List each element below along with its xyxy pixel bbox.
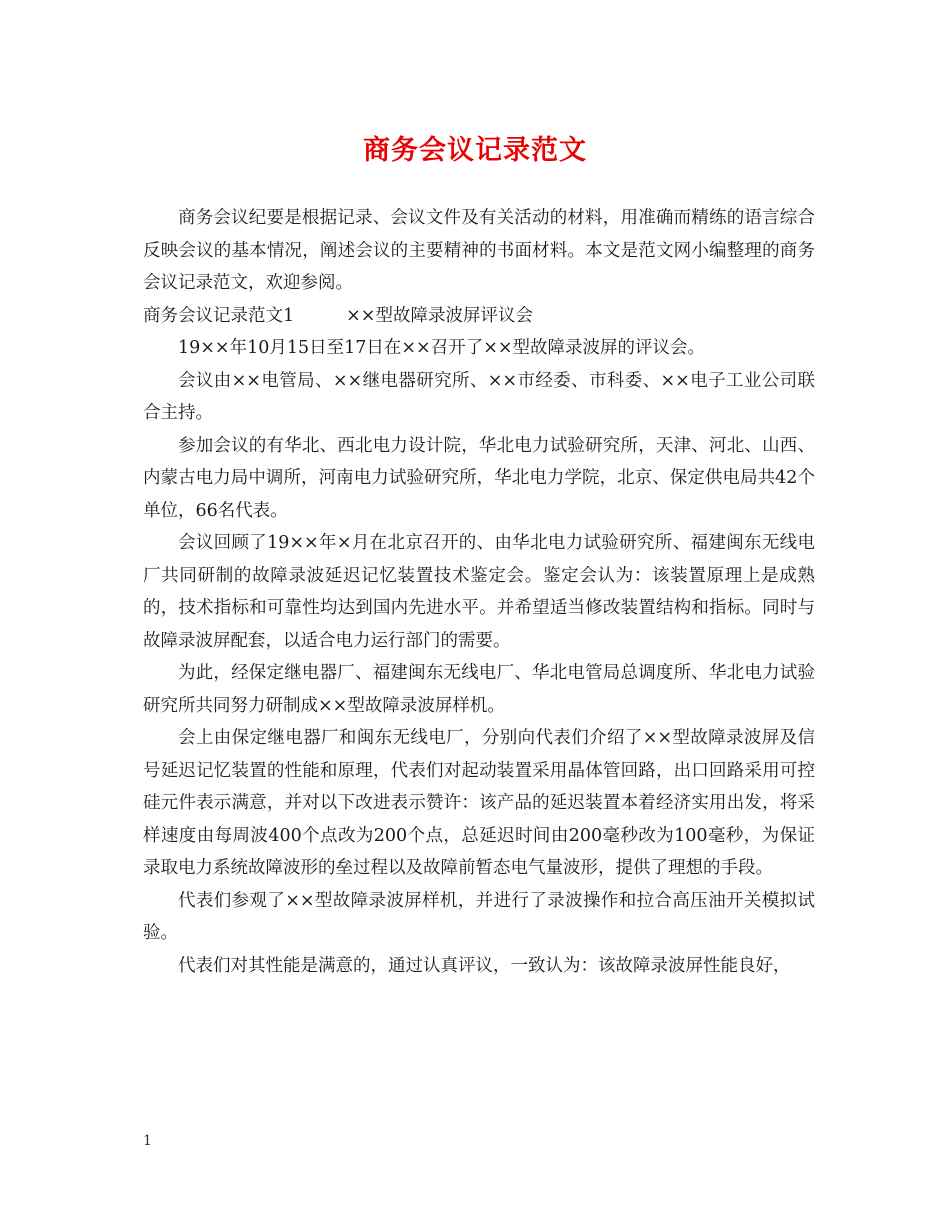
body-paragraph: 代表们对其性能是满意的，通过认真评议，一致认为：该故障录波屏性能良好， bbox=[178, 955, 791, 976]
document-body bbox=[143, 202, 815, 982]
body-paragraph: 为此，经保定继电器厂、福建闽东无线电厂、华北电管局总调度所、华北电力试验研究所共同努力研制成××型故障录波屏样机。 bbox=[143, 663, 815, 716]
body-paragraph: 19××年10月15日至17日在××召开了××型故障录波屏的评议会。 bbox=[178, 338, 706, 358]
intro-paragraph: 商务会议纪要是根据记录、会议文件及有关活动的材料，用准确而精练的语言综合反映会议的基本情况，阐述会议的主要精神的书面材料。本文是范文网小编整理的商务会议记录范文，欢迎参阅。 bbox=[143, 208, 815, 293]
document-title: 商务会议记录范文 bbox=[363, 135, 587, 166]
section-label: 商务会议记录范文1 bbox=[143, 305, 295, 326]
body-paragraph: 会议回顾了19××年×月在北京召开的、由华北电力试验研究所、福建闽东无线电厂共同研制的故障录波延迟记忆装置技术鉴定会。鉴定会认为：该装置原理上是成熟的，技术指标和可靠性均达到国内先进水平。并希望适当修改装置结构和指标。同时与故障录波屏配套，以适合电力运行部门的需要。 bbox=[143, 533, 815, 651]
section-heading bbox=[143, 300, 815, 333]
page-number: 1 bbox=[143, 1133, 152, 1149]
body-paragraph: 会议由××电管局、××继电器研究所、××市经委、市科委、××电子工业公司联合主持。 bbox=[143, 370, 815, 423]
body-paragraph: 参加会议的有华北、西北电力设计院，华北电力试验研究所，天津、河北、山西、内蒙古电力局中调所，河南电力试验研究所，华北电力学院，北京、保定供电局共42个单位，66名代表。 bbox=[143, 435, 815, 521]
section-subtitle: ××型故障录波屏评议会 bbox=[346, 305, 533, 326]
body-paragraph: 代表们参观了××型故障录波屏样机，并进行了录波操作和拉合高压油开关模拟试验。 bbox=[143, 890, 815, 943]
body-paragraph: 会上由保定继电器厂和闽东无线电厂，分别向代表们介绍了××型故障录波屏及信号延迟记忆装置的性能和原理，代表们对起动装置采用晶体管回路，出口回路采用可控硅元件表示满意，并对以下改进表示赞许：该产品的延迟装置本着经济实用出发，将采样速度由每周波400个点改为200个点，总延迟时间由200毫秒改为100毫秒，为保证录取电力系统故障波形的垒过程以及故障前暂态电气量波形，提供了理想的手段。 bbox=[143, 728, 815, 878]
